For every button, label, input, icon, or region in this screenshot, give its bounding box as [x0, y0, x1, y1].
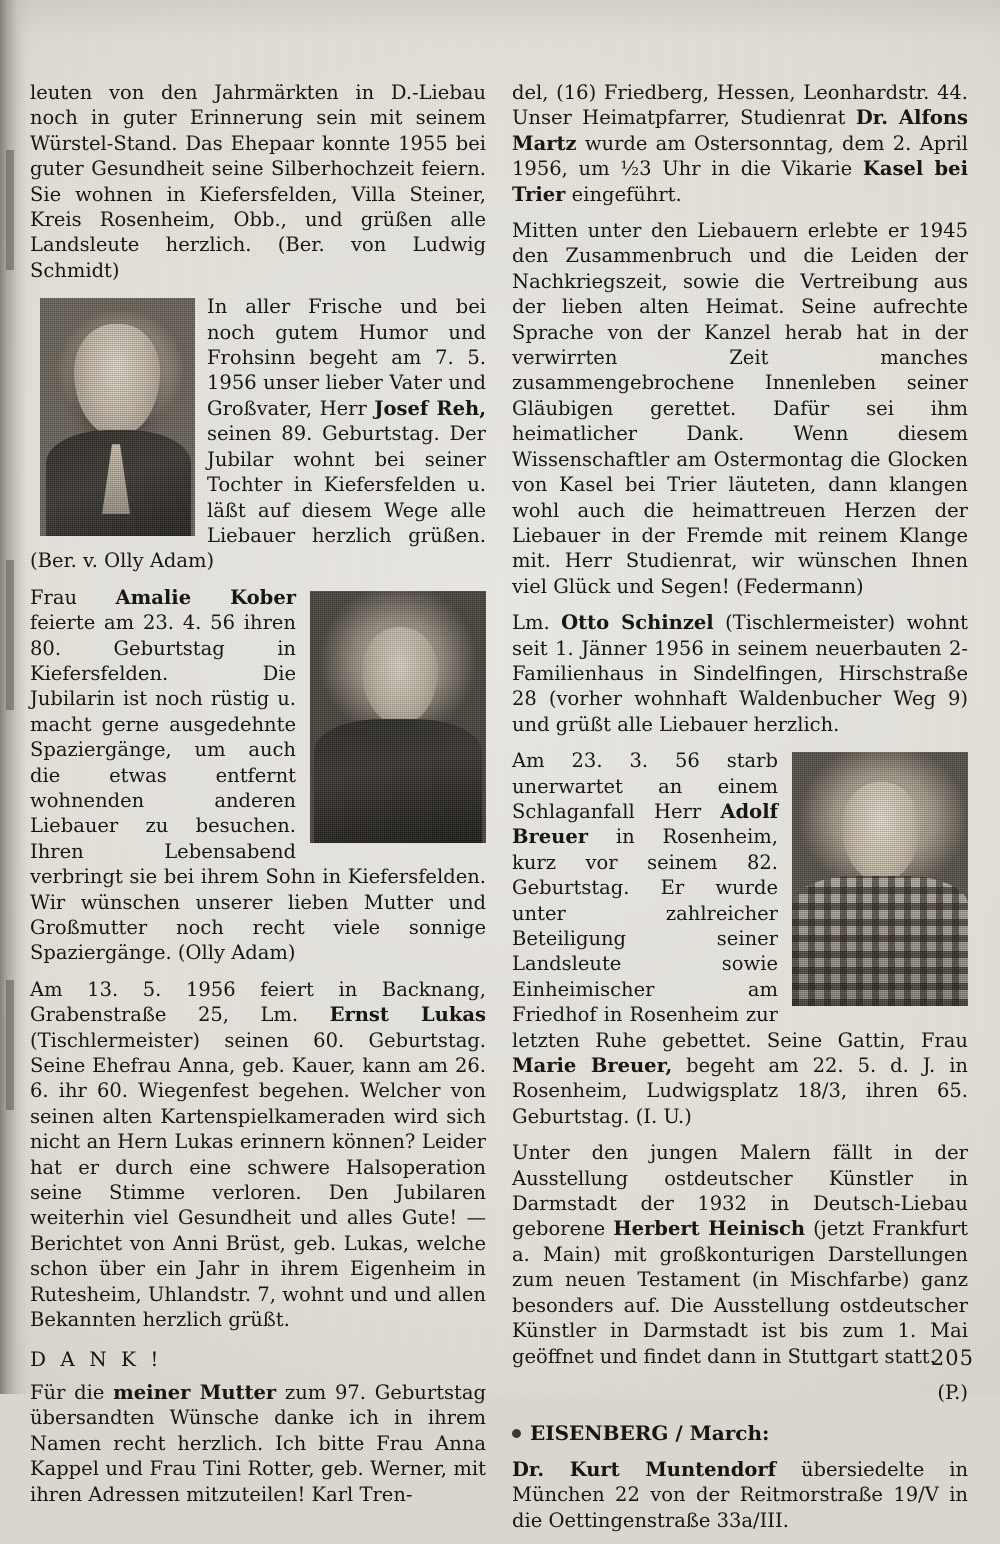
person-name-adolf-breuer: Adolf Breuer — [512, 799, 778, 849]
paragraph-kurt-muntendorf — [512, 1457, 968, 1533]
portrait-face-shape — [842, 782, 920, 882]
text-run: (jetzt Frankfurt a. Main) mit großkonturigen Darstellungen zum neuen Testament (in Mischfarbe) ganz besonders auf. Die Ausstellung ostdeutscher Künstler in Darmstadt ist bis zum 1. Mai geöffnet und findet dann in Stuttgart statt. — [512, 1217, 968, 1368]
portrait-amalie-kober-photo — [310, 591, 486, 843]
person-name-herbert-heinisch: Herbert Heinisch — [613, 1217, 806, 1241]
emphasis-meiner-mutter: meiner Mutter — [113, 1380, 277, 1404]
text-run: übersiedelte in München 22 von der Reitmorstraße 19/V in die Oettingenstraße 33a/III. — [512, 1457, 968, 1532]
portrait-josef-reh-photo — [40, 298, 195, 536]
paragraph-ernst-lukas — [30, 977, 486, 1333]
signature-p: (P.) — [937, 1380, 968, 1404]
place-name-kasel-bei-trier: Kasel bei Trier — [512, 157, 968, 206]
section-heading-label: EISENBERG / March: — [530, 1421, 770, 1446]
portrait-body-shape — [314, 719, 482, 843]
paragraph-heimatpfarrer-wuerdigung: Mitten unter den Liebauern erlebte er 1945 den Zusammenbruch und die Leiden der Nachkriegszeit, sowie die Vertreibung aus der lieben alten Heimat. Seine aufrechte Sprache von der Kanzel herab hat in der verwirrten Zeit manches zusammengebrochene Innenleben seiner Gläubigen gerettet. Dafür sei ihm heimatlicher Dank. Wenn diesem Wissenschaftler am Ostermontag die Glocken von Kasel bei Trier läuteten, dann klangen wohl auch die heimattreuen Herzen der Liebauer in der Fremde mit reinem Klange mit. Herr Studienrat, wir wünschen Ihnen viel Glück und Segen! (Federmann) — [512, 219, 968, 598]
right-column — [512, 80, 968, 1544]
paragraph-herbert-heinisch — [512, 1140, 968, 1369]
spine-mark-top — [6, 150, 14, 270]
text-run: Unter den jungen Malern fällt in der Ausstellung ostdeutscher Künstler in Darmstadt der 1932 in Deutsch-Liebau geborene — [512, 1141, 968, 1241]
person-name-kurt-muntendorf: Dr. Kurt Muntendorf — [512, 1457, 777, 1481]
left-column — [30, 80, 486, 1518]
text-run: (Tischlermeister) wohnt seit 1. Jänner 1956 in seinem neuerbauten 2-Familienhaus in Sindelfingen, Hirschstraße 28 (vorher wohnhaft Waldenbucher Weg 9) und grüßt alle Liebauer herzlich. — [512, 611, 968, 736]
portrait-face-shape — [74, 324, 160, 436]
bullet-icon — [512, 1429, 521, 1438]
text-run: feierte am 23. 4. 56 ihren 80. Geburtstag in Kiefersfelden. Die Jubilarin ist noch rüstig u. macht gerne ausgedehnte Spaziergänge, um auch die etwas entfernt wohnenden anderen Liebauer zu besuchen. Ihren Lebensabend verbringt sie bei ihrem Sohn in Kiefersfelden. Wir wünschen unserer lieben Mutter und Großmutter noch recht viele sonnige Spaziergänge. (Olly Adam) — [30, 611, 486, 965]
heading-dank: D A N K ! — [30, 1346, 163, 1371]
person-name-amalie-kober: Amalie Kober — [115, 585, 296, 609]
paragraph-dank — [30, 1380, 486, 1507]
spine-mark-bottom — [6, 980, 14, 1110]
text-run: wurde am Ostersonntag, dem 2. April 1956, um ½3 Uhr in die Vikarie — [512, 131, 968, 181]
spine-mark-middle — [6, 560, 14, 710]
paragraph-otto-schinzel — [512, 610, 968, 737]
person-name-marie-breuer: Marie Breuer, — [512, 1054, 673, 1078]
text-run: seinen 89. Geburtstag. Der Jubilar wohnt bei seiner Tochter in Kiefersfelden u. läßt auf diesem Wege alle Liebauer herzlich grüßen. (Ber. v. Olly Adam) — [30, 422, 486, 573]
text-run: del, (16) Friedberg, Hessen, Leonhardstr. 44. Unser Heimatpfarrer, Studienrat — [512, 81, 968, 130]
text-run: begeht am 22. 5. d. J. in Rosenheim, Ludwigsplatz 18/3, ihren 65. Geburtstag. (I. U.) — [512, 1054, 968, 1128]
person-name-josef-reh: Josef Reh, — [374, 396, 486, 420]
text-run: Am 23. 3. 56 starb unerwartet an einem Schlaganfall Herr — [512, 749, 778, 823]
person-name-alfons-martz: Dr. Alfons Martz — [512, 106, 968, 155]
paragraph-continuation: leuten von den Jahrmärkten in D.-Liebau noch in guter Erinnerung sein mit seinem Würstel-Stand. Das Ehepaar konnte 1955 bei guter Gesundheit seine Silberhochzeit feiern. Sie wohnen in Kiefersfelden, Villa Steiner, Kreis Rosenheim, Obb., und grüßen alle Landsleute herzlich. (Ber. von Ludwig Schmidt) — [30, 81, 486, 282]
portrait-marie-breuer-photo — [792, 752, 968, 1006]
text-run: In aller Frische und bei noch gutem Humor und Frohsinn begeht am 7. 5. 1956 unser lieber Vater und Großvater, Herr — [207, 295, 486, 420]
page-content — [30, 80, 982, 1532]
page-number: 205 — [930, 1346, 974, 1370]
person-name-otto-schinzel: Otto Schinzel — [561, 611, 714, 635]
portrait-body-shape — [792, 876, 968, 1006]
text-run: (Tischlermeister) seinen 60. Geburtstag. Seine Ehefrau Anna, geb. Kauer, kann am 26. 6. ihr 60. Wiegenfest begehen. Welcher von seinen alten Kartenspielkameraden wird sich nicht an Hern Lukas erinnern können? Leider hat er durch eine schwere Halsoperation seine Stimme verloren. Den Jubilaren weiterhin viel Gesundheit und alles Gute! — Berichtet von Anni Brüst, geb. Lukas, welche schon über ein Jahr in ihrem Eigenheim in Rutesheim, Uhlandstr. 7, wohnt und und allen Bekannten herzlich grüßt. — [30, 1028, 486, 1332]
text-run: zum 97. Geburtstag übersandten Wünsche danke ich in ihrem Namen recht herzlich. Ich bitte Frau Anna Kappel und Frau Tini Rotter, geb. Werner, mit ihren Adressen mitzuteilen! Karl Tren- — [30, 1380, 486, 1506]
text-run: in Rosenheim, kurz vor seinem 82. Geburtstag. Er wurde unter zahlreicher Beteiligung seiner Landsleute sowie Einheimischer am Friedhof in Rosenheim zur letzten Ruhe gebettet. Seine Gattin, Frau — [512, 825, 968, 1052]
text-run: Frau — [30, 585, 116, 609]
portrait-face-shape — [362, 627, 438, 725]
text-run: Am 13. 5. 1956 feiert in Backnang, Grabenstraße 25, Lm. — [30, 977, 486, 1027]
paragraph-alfons-martz — [512, 80, 968, 207]
text-run: Lm. — [512, 611, 562, 635]
section-heading-eisenberg — [512, 1421, 968, 1446]
text-run: eingeführt. — [565, 182, 682, 206]
text-run: Für die — [30, 1380, 114, 1404]
person-name-ernst-lukas: Ernst Lukas — [329, 1003, 486, 1027]
